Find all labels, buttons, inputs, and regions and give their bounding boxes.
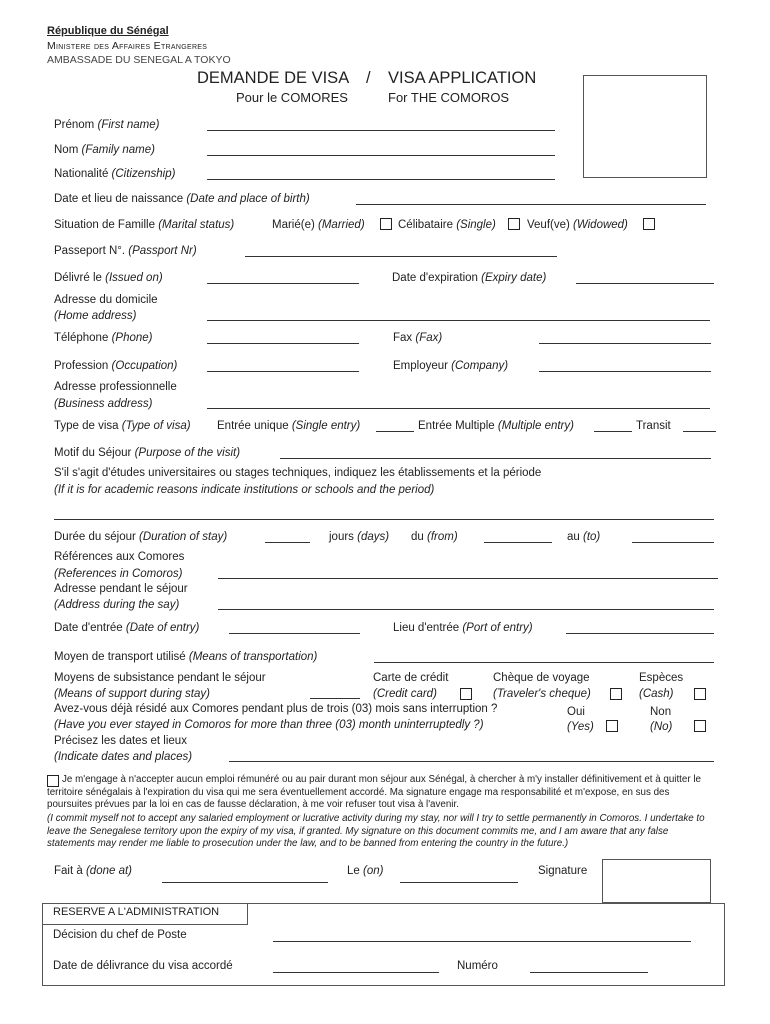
fax-field[interactable]	[539, 343, 711, 344]
passport-field[interactable]	[245, 256, 557, 257]
title-separator: /	[366, 69, 371, 87]
from-field[interactable]	[484, 542, 552, 543]
photo-box[interactable]	[583, 75, 707, 178]
issue-date-field[interactable]	[273, 972, 439, 973]
cash-label: Espèces	[639, 672, 684, 684]
cash-checkbox[interactable]	[694, 688, 706, 700]
dates-places-label-en: (Indicate dates and places)	[54, 751, 193, 763]
home-address-label-en: (Home address)	[54, 310, 137, 322]
declaration-en: (I commit myself not to accept any salaried employment or lucrative activity during my stay, nor will I try to settle permanently in Comoros. I undertake to leave the Senegalese territory upon the expiry of my visa, if granted. My signature on this document commits me, and I am aware that any false statements may render me liable to prosecution under the law, and to be banned from entering the country in the future.)	[47, 813, 705, 850]
birth-label: Date et lieu de naissance (Date and place of birth)	[54, 193, 310, 205]
single-label: Célibataire (Single)	[398, 219, 496, 231]
support-label: Moyens de subsistance pendant le séjour	[54, 672, 266, 684]
single-entry-label: Entrée unique (Single entry)	[217, 420, 361, 432]
from-label: du (from)	[411, 531, 458, 543]
widowed-checkbox[interactable]	[643, 218, 655, 230]
birth-field[interactable]	[356, 204, 706, 205]
phone-label: Téléphone (Phone)	[54, 332, 153, 344]
travelers-cheque-label: Chèque de voyage	[493, 672, 590, 684]
days-label: jours (days)	[329, 531, 390, 543]
duration-field[interactable]	[265, 542, 310, 543]
post-chief-decision-label: Décision du chef de Poste	[53, 929, 187, 941]
to-field[interactable]	[632, 542, 714, 543]
marital-status-label: Situation de Famille (Marital status)	[54, 219, 235, 231]
signature-label: Signature	[538, 865, 588, 877]
entry-date-field[interactable]	[229, 633, 360, 634]
title-en: VISA APPLICATION	[388, 69, 537, 87]
family-name-label: Nom (Family name)	[54, 144, 155, 156]
number-label: Numéro	[457, 960, 498, 972]
visa-type-label: Type de visa (Type of visa)	[54, 420, 191, 432]
multiple-entry-label: Entrée Multiple (Multiple entry)	[418, 420, 574, 432]
academic-label-en: (If it is for academic reasons indicate institutions or schools and the period)	[54, 484, 435, 496]
port-of-entry-field[interactable]	[566, 633, 714, 634]
transit-field[interactable]	[683, 431, 716, 432]
previous-stay-label-en: (Have you ever stayed in Comoros for more than three (03) month uninterruptedly ?)	[54, 719, 484, 731]
ministry-heading: Ministere des Affaires Etrangeres	[47, 40, 208, 52]
support-field[interactable]	[310, 698, 360, 699]
academic-label: S'il s'agit d'études universitaires ou stages techniques, indiquez les établissements et la période	[54, 467, 542, 479]
issued-label: Délivré le (Issued on)	[54, 272, 163, 284]
travelers-cheque-label-en: (Traveler's cheque)	[493, 688, 591, 700]
subtitle-fr: Pour le COMORES	[236, 90, 348, 105]
citizenship-field[interactable]	[207, 179, 555, 180]
admin-title: RESERVE A L'ADMINISTRATION	[53, 906, 220, 918]
transit-label: Transit	[636, 420, 671, 432]
signature-box[interactable]	[602, 859, 711, 903]
title-fr: DEMANDE DE VISA	[197, 69, 350, 87]
married-label: Marié(e) (Married)	[272, 219, 365, 231]
stay-address-label-en: (Address during the say)	[54, 599, 180, 611]
multiple-entry-field[interactable]	[594, 431, 632, 432]
company-label: Employeur (Company)	[393, 360, 509, 372]
purpose-label: Motif du Séjour (Purpose of the visit)	[54, 447, 241, 459]
academic-field[interactable]	[54, 519, 714, 520]
transport-label: Moyen de transport utilisé (Means of transportation)	[54, 651, 318, 663]
republic-heading: République du Sénégal	[47, 25, 169, 37]
home-address-label: Adresse du domicile	[54, 294, 158, 306]
support-label-en: (Means of support during stay)	[54, 688, 210, 700]
fax-label: Fax (Fax)	[393, 332, 443, 344]
dates-places-field[interactable]	[229, 761, 714, 762]
family-name-field[interactable]	[207, 155, 555, 156]
no-label: Non	[650, 706, 672, 718]
to-label: au (to)	[567, 531, 601, 543]
no-label-en: (No)	[650, 721, 673, 733]
first-name-field[interactable]	[207, 130, 555, 131]
issue-date-label: Date de délivrance du visa accordé	[53, 960, 233, 972]
occupation-field[interactable]	[207, 371, 359, 372]
yes-label-en: (Yes)	[567, 721, 594, 733]
business-address-field[interactable]	[207, 408, 710, 409]
duration-label: Durée du séjour (Duration of stay)	[54, 531, 228, 543]
embassy-heading: AMBASSADE DU SENEGAL A TOKYO	[47, 54, 231, 66]
references-field[interactable]	[218, 578, 718, 579]
entry-date-label: Date d'entrée (Date of entry)	[54, 622, 200, 634]
home-address-field[interactable]	[207, 320, 710, 321]
references-label-en: (References in Comoros)	[54, 568, 183, 580]
done-at-label: Fait à (done at)	[54, 865, 132, 877]
yes-checkbox[interactable]	[606, 720, 618, 732]
credit-card-checkbox[interactable]	[460, 688, 472, 700]
married-checkbox[interactable]	[380, 218, 392, 230]
number-field[interactable]	[530, 972, 648, 973]
credit-card-label-en: (Credit card)	[373, 688, 437, 700]
business-address-label: Adresse professionnelle	[54, 381, 177, 393]
dates-places-label: Précisez les dates et lieux	[54, 735, 187, 747]
single-entry-field[interactable]	[376, 431, 414, 432]
stay-address-field[interactable]	[218, 609, 714, 610]
post-chief-decision-field[interactable]	[273, 941, 691, 942]
single-checkbox[interactable]	[508, 218, 520, 230]
expiry-label: Date d'expiration (Expiry date)	[392, 272, 547, 284]
references-label: Références aux Comores	[54, 551, 185, 563]
credit-card-label: Carte de crédit	[373, 672, 449, 684]
date-label: Le (on)	[347, 865, 384, 877]
previous-stay-label: Avez-vous déjà résidé aux Comores pendant plus de trois (03) mois sans interruption ?	[54, 703, 498, 715]
done-at-field[interactable]	[162, 882, 328, 883]
travelers-cheque-checkbox[interactable]	[610, 688, 622, 700]
no-checkbox[interactable]	[694, 720, 706, 732]
occupation-label: Profession (Occupation)	[54, 360, 178, 372]
stay-address-label: Adresse pendant le séjour	[54, 583, 188, 595]
widowed-label: Veuf(ve) (Widowed)	[527, 219, 628, 231]
port-of-entry-label: Lieu d'entrée (Port of entry)	[393, 622, 533, 634]
passport-label: Passeport N°. (Passport Nr)	[54, 245, 197, 257]
subtitle-en: For THE COMOROS	[388, 90, 510, 105]
first-name-label: Prénom (First name)	[54, 119, 160, 131]
declaration-fr: Je m'engage à n'accepter aucun emploi rémunéré ou au pair durant mon séjour aux Sénégal, à chercher à m'y installer définitivement et à quitter le territoire sénégalais à l'expiration du visa qui me sera éventuellement accordé. Ma signature engage ma responsabilité et m'expose, en sus des poursuites prévues par la loi en cas de fausse déclaration, à me voir refuser tout visa à l'avenir.	[47, 774, 701, 811]
cash-label-en: (Cash)	[639, 688, 674, 700]
phone-field[interactable]	[207, 343, 359, 344]
date-field[interactable]	[400, 882, 518, 883]
business-address-label-en: (Business address)	[54, 398, 153, 410]
purpose-field[interactable]	[280, 458, 711, 459]
expiry-field[interactable]	[576, 283, 714, 284]
citizenship-label: Nationalité (Citizenship)	[54, 168, 176, 180]
issued-field[interactable]	[207, 283, 359, 284]
transport-field[interactable]	[374, 662, 714, 663]
company-field[interactable]	[539, 371, 711, 372]
yes-label: Oui	[567, 706, 585, 718]
